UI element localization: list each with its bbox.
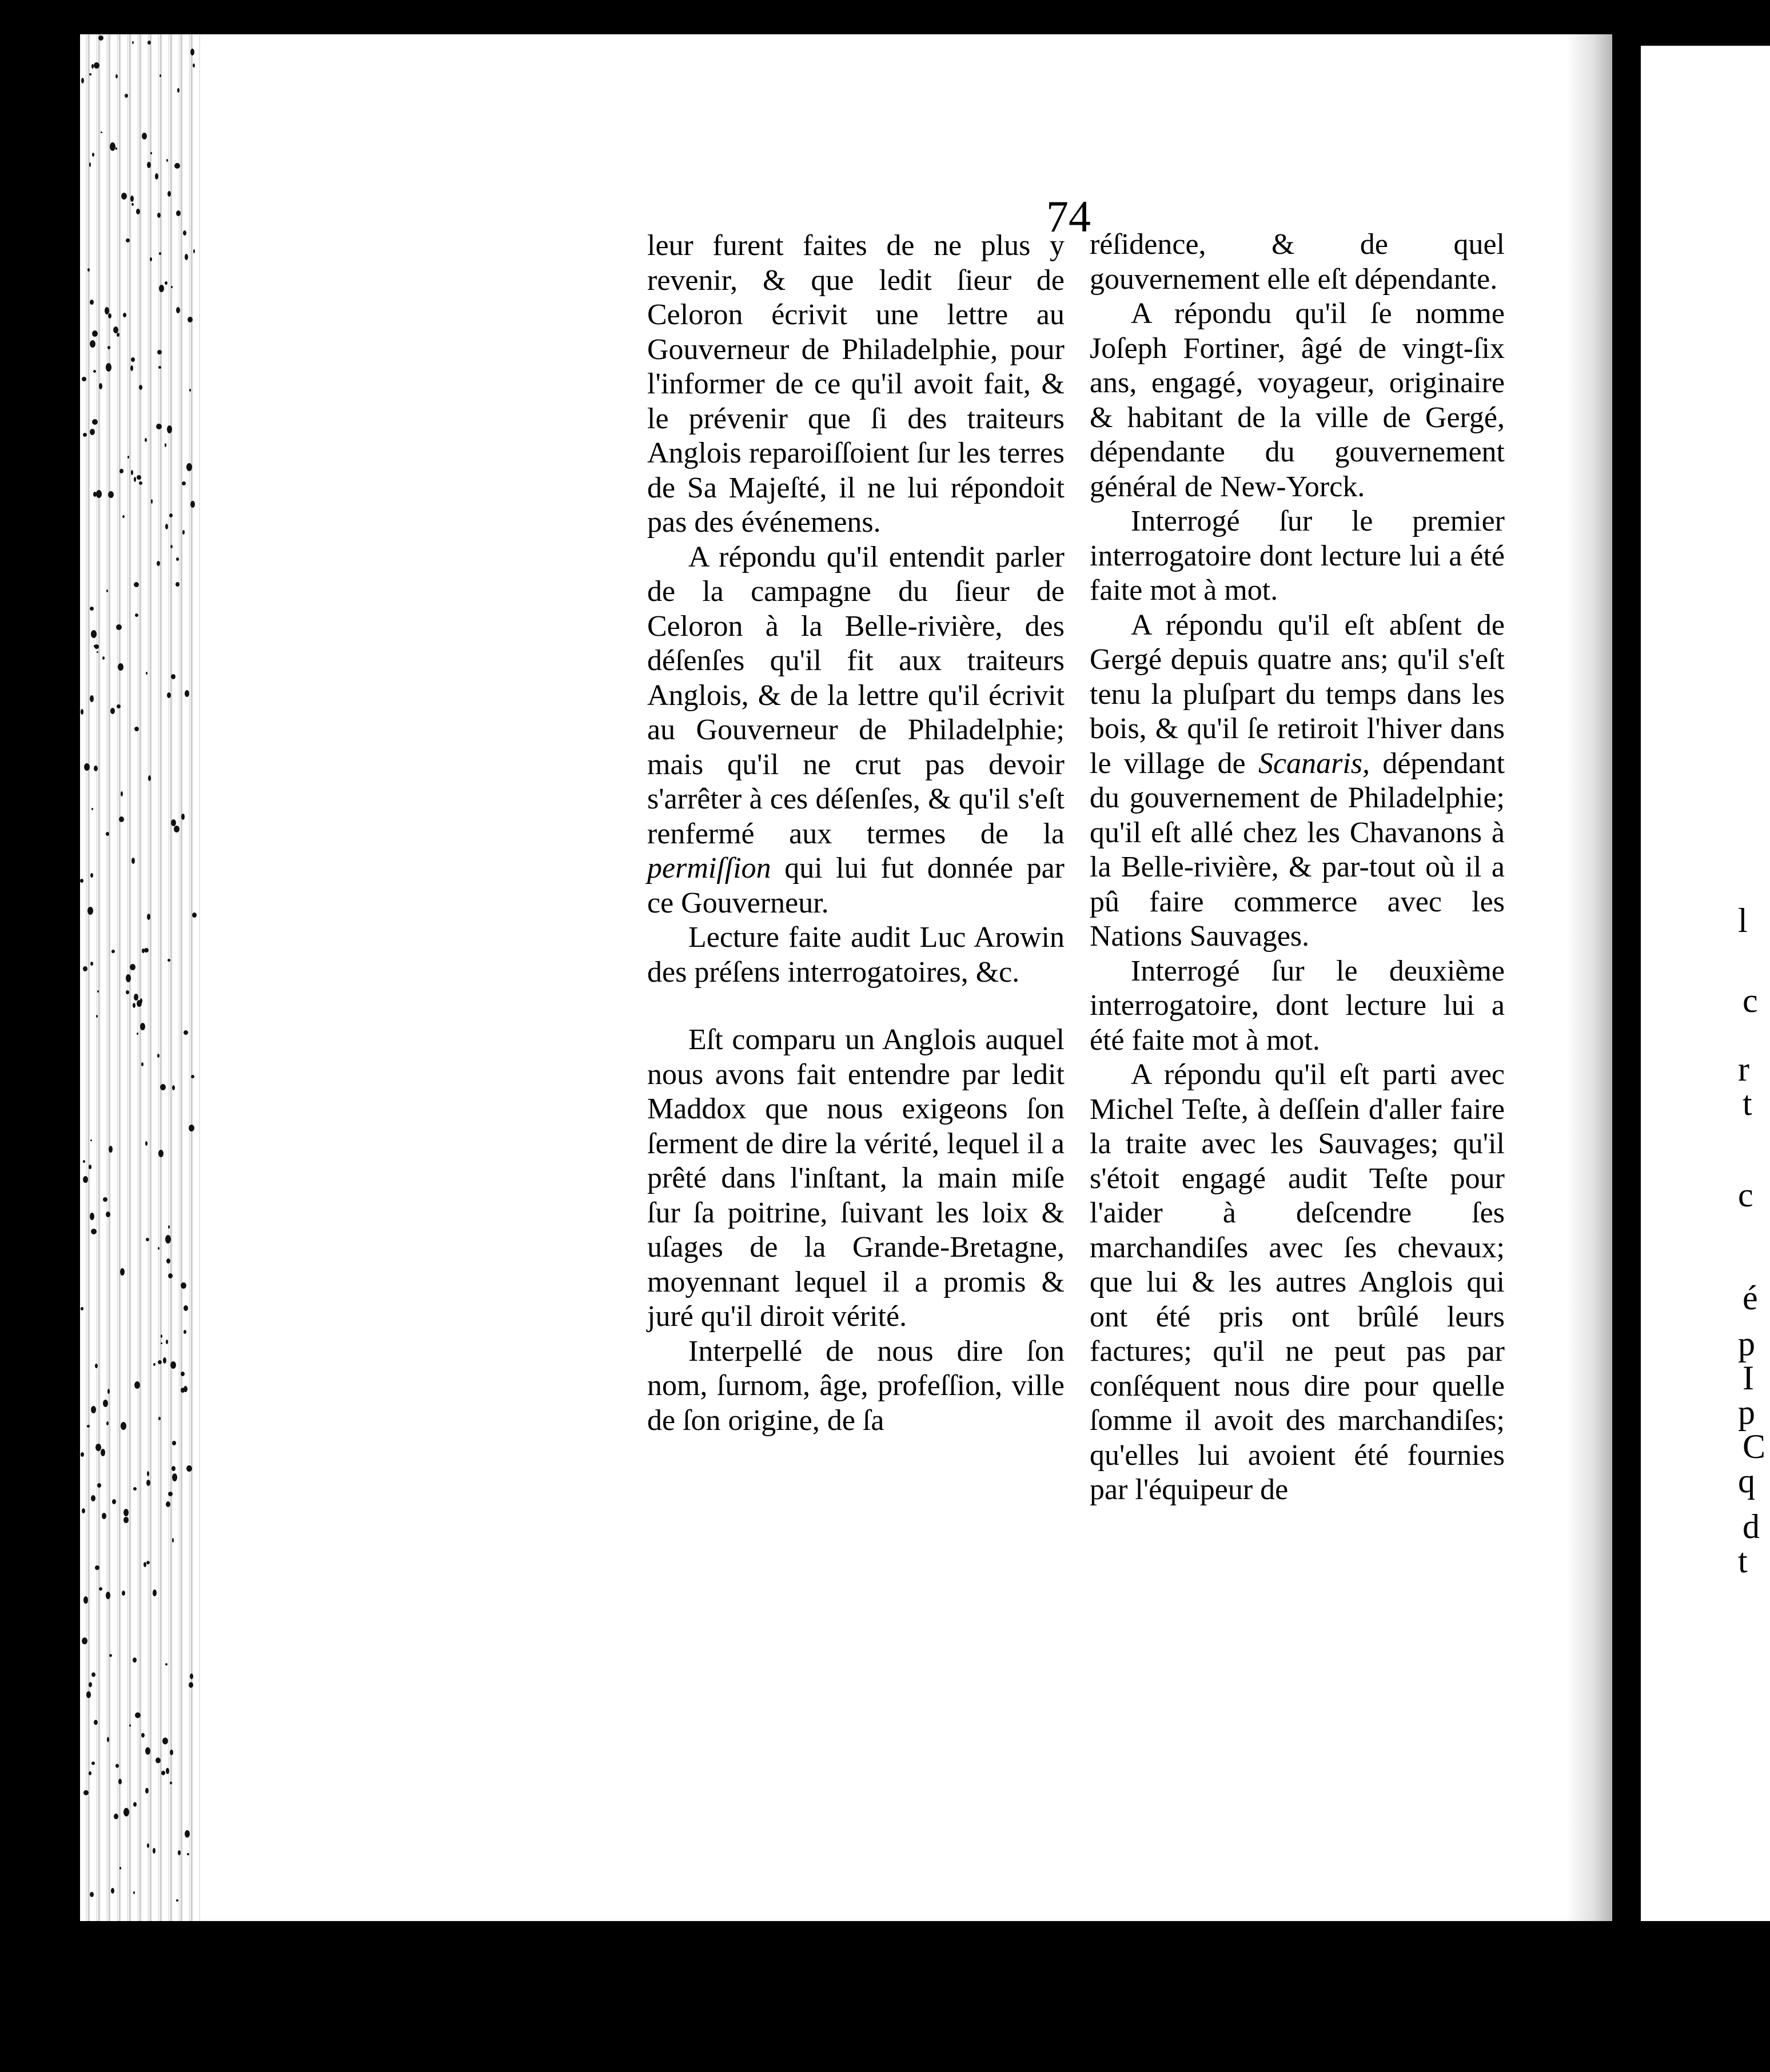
edge-speck — [92, 419, 98, 425]
edge-speck — [83, 966, 87, 971]
edge-speck — [92, 330, 98, 337]
edge-speck — [153, 1848, 156, 1854]
edge-speck — [106, 363, 111, 372]
edge-speck — [190, 49, 194, 55]
edge-speck — [91, 808, 93, 810]
edge-speck — [191, 1075, 194, 1078]
edge-speck — [125, 94, 128, 98]
edge-speck — [170, 1782, 172, 1784]
edge-speck — [91, 1762, 95, 1765]
edge-speck — [156, 424, 162, 429]
edge-speck — [189, 1125, 194, 1131]
edge-speck — [121, 1422, 126, 1430]
edge-speck — [183, 230, 186, 236]
edge-speck — [90, 695, 94, 702]
edge-speck — [83, 1160, 85, 1163]
edge-speck — [133, 1802, 137, 1807]
edge-speck — [133, 1657, 137, 1663]
left-paragraph-1: leur furent faites de ne plus y revenir, & que ledit ſieur de Celoron écrivit une lettre au Gouverneur de Philadelphie, pour l'informer de ce qu'il avoit fait, & le prévenir que ſi des traiteurs Anglois reparoiſſoient ſur les terres de Sa Majeſté, il ne lui répondoit pas des événemens. — [647, 229, 1065, 539]
edge-speck — [130, 964, 135, 970]
edge-speck — [106, 589, 108, 592]
edge-speck — [119, 1867, 121, 1870]
edge-speck — [158, 1150, 164, 1157]
edge-speck — [165, 281, 168, 285]
edge-speck — [165, 1235, 171, 1244]
edge-speck — [107, 346, 110, 349]
edge-speck — [182, 530, 185, 535]
edge-speck — [148, 41, 151, 45]
edge-speck — [172, 1466, 176, 1471]
edge-speck — [158, 366, 161, 369]
facing-page-letter: I — [1743, 1359, 1754, 1397]
facing-page-letter: p — [1738, 1325, 1755, 1362]
edge-speck — [96, 490, 102, 498]
edge-speck — [158, 1417, 161, 1420]
facing-page-letter: C — [1743, 1428, 1766, 1465]
edge-speck — [90, 607, 94, 611]
edge-speck — [130, 365, 133, 371]
right-paragraph-4: A répondu qu'il eſt abſent de Gergé depuis quatre ans; qu'il s'eſt tenu la pluſpart du temps dans les bois, & qu'il ſe retiroit l'hiver dans le village de Scanaris, dépendant du gouvernement de Philadelphie; qu'il eſt allé chez les Chavanons à la Belle-rivière, & par-tout où il a pû faire commerce avec les Nations Sauvages. — [1090, 608, 1505, 953]
left-paragraph-5: Interpellé de nous dire ſon nom, ſurnom, âge, profeſſion, ville de ſon origine, de ſa — [647, 1334, 1065, 1437]
edge-speck — [162, 1738, 168, 1744]
edge-speck — [90, 300, 94, 305]
edge-speck — [145, 1747, 150, 1755]
edge-speck — [137, 475, 141, 480]
edge-speck — [126, 974, 131, 982]
edge-speck — [107, 1737, 109, 1742]
edge-speck — [108, 313, 111, 318]
edge-speck — [131, 470, 133, 475]
edge-speck — [146, 672, 148, 675]
edge-speck — [165, 1663, 168, 1665]
edge-speck — [82, 1637, 87, 1644]
edge-speck — [132, 41, 134, 44]
edge-speck — [82, 377, 86, 381]
facing-page-letter: c — [1743, 982, 1758, 1019]
edge-speck — [141, 1733, 145, 1738]
edge-speck — [103, 1400, 108, 1407]
edge-speck — [137, 1033, 138, 1035]
edge-speck — [84, 763, 90, 771]
facing-page-letter: l — [1738, 902, 1748, 939]
edge-speck — [87, 1425, 90, 1428]
edge-speck — [127, 456, 129, 459]
edge-speck — [116, 624, 122, 630]
edge-speck — [171, 819, 176, 826]
edge-speck — [135, 613, 138, 617]
edge-speck — [121, 193, 127, 200]
edge-speck — [142, 133, 147, 140]
edge-speck — [139, 481, 142, 485]
edge-speck — [118, 663, 123, 671]
facing-page-sliver — [1641, 46, 1770, 1921]
edge-speck — [90, 340, 95, 348]
facing-page-letter: q — [1738, 1462, 1755, 1500]
edge-speck — [99, 383, 102, 389]
edge-speck — [87, 907, 93, 915]
edge-speck — [159, 252, 161, 255]
edge-speck — [119, 469, 123, 473]
edge-speck — [83, 1790, 89, 1795]
edge-speck — [99, 1587, 102, 1591]
edge-speck — [86, 1691, 91, 1698]
edge-speck — [181, 1372, 185, 1376]
edge-speck — [90, 1213, 94, 1220]
edge-speck — [91, 1495, 95, 1501]
edge-speck — [109, 1654, 112, 1657]
edge-speck — [167, 692, 171, 698]
edge-speck — [98, 35, 103, 41]
right-paragraph-3: Interrogé ſur le premier interrogatoire dont lecture lui a été faite mot à mot. — [1090, 505, 1505, 607]
edge-speck — [87, 268, 90, 272]
edge-speck — [190, 1673, 193, 1679]
edge-speck — [145, 438, 147, 442]
edge-speck — [176, 1899, 178, 1902]
edge-speck — [142, 949, 145, 953]
edge-speck — [91, 64, 94, 69]
edge-speck — [114, 1814, 118, 1819]
edge-speck — [131, 858, 135, 864]
edge-speck — [186, 1465, 192, 1472]
edge-speck — [160, 1084, 166, 1090]
edge-speck — [176, 307, 180, 313]
edge-speck — [187, 1853, 189, 1855]
edge-speck — [117, 333, 119, 337]
edge-speck — [168, 1492, 173, 1496]
edge-speck — [172, 1085, 175, 1090]
facing-page-letter: é — [1743, 1279, 1758, 1317]
edge-speck — [91, 1229, 97, 1234]
edge-speck — [80, 879, 83, 883]
edge-speck — [109, 1146, 113, 1153]
edge-speck — [119, 816, 124, 822]
page-edge-stack — [80, 34, 200, 1921]
edge-speck — [134, 477, 136, 482]
edge-speck — [158, 1360, 162, 1364]
edge-speck — [95, 1444, 101, 1451]
edge-speck — [185, 690, 189, 697]
edge-speck — [93, 370, 96, 373]
edge-speck — [168, 1273, 173, 1278]
edge-speck — [126, 238, 130, 242]
edge-speck — [146, 1561, 150, 1564]
edge-speck — [123, 1517, 129, 1523]
edge-speck — [140, 1023, 145, 1030]
edge-speck — [92, 153, 94, 157]
edge-speck — [120, 1268, 125, 1276]
edge-speck — [83, 433, 87, 437]
edge-speck — [157, 350, 162, 354]
edge-speck — [117, 704, 121, 708]
edge-speck — [192, 913, 197, 918]
right-paragraph-5: Interrogé ſur le deuxième interrogatoire, dont lecture lui a été faite mot à mot. — [1090, 954, 1505, 1057]
edge-speck — [166, 1258, 170, 1264]
edge-speck — [110, 142, 115, 151]
edge-speck — [150, 257, 152, 261]
edge-speck — [160, 74, 161, 77]
edge-speck — [103, 1197, 107, 1202]
page-number: 74 — [1046, 192, 1091, 241]
edge-speck — [91, 1406, 96, 1413]
edge-speck — [170, 1750, 173, 1755]
edge-speck — [82, 1508, 85, 1513]
edge-speck — [150, 152, 152, 154]
edge-speck — [95, 1565, 99, 1570]
left-paragraph-2: A répondu qu'il entendit parler de la campagne du ſieur de Celoron à la Belle-rivière, des déſenſes qu'il fit aux traiteurs Anglois, & de la lettre qu'il écrivit au Gouverneur de Philadelphie; mais qu'il ne crut pas devoir s'arrêter à ces déſenſes, & qu'il s'eſt renfermé aux termes de la permiſſion qui lui fut donnée par ce Gouverneur. — [647, 540, 1065, 919]
facing-page-letter: d — [1743, 1508, 1760, 1545]
facing-page-letter: t — [1738, 1542, 1748, 1580]
edge-speck — [90, 1139, 92, 1141]
edge-speck — [94, 62, 99, 69]
edge-speck — [107, 1389, 110, 1394]
edge-speck — [189, 1682, 193, 1688]
edge-speck — [106, 1592, 110, 1599]
edge-speck — [83, 1176, 88, 1183]
edge-speck — [89, 1771, 91, 1775]
edge-speck — [186, 463, 192, 471]
edge-speck — [112, 1499, 116, 1504]
edge-speck — [106, 1421, 109, 1425]
edge-speck — [155, 173, 158, 180]
edge-speck — [137, 1000, 142, 1007]
edge-speck — [168, 959, 170, 962]
edge-speck — [171, 286, 173, 288]
edge-speck — [123, 1808, 129, 1816]
edge-speck — [129, 1724, 131, 1727]
edge-speck — [163, 1357, 166, 1364]
edge-speck — [90, 873, 93, 878]
edge-speck — [115, 74, 118, 78]
edge-speck — [95, 1364, 98, 1368]
edge-speck — [158, 1247, 160, 1250]
edge-speck — [121, 791, 123, 796]
edge-speck — [172, 1473, 177, 1481]
edge-speck — [108, 491, 114, 498]
edge-speck — [147, 914, 150, 920]
edge-speck — [118, 1779, 122, 1784]
edge-speck — [89, 73, 91, 75]
edge-speck — [190, 501, 195, 508]
italic-word: Scanaris, — [1258, 747, 1370, 780]
edge-speck — [102, 1513, 106, 1519]
edge-speck — [122, 1591, 125, 1596]
edge-speck — [122, 515, 125, 518]
facing-page-letter: r — [1738, 1050, 1749, 1088]
edge-speck — [181, 814, 185, 820]
edge-speck — [136, 209, 140, 214]
edge-speck — [168, 1225, 170, 1229]
edge-speck — [106, 1212, 110, 1217]
edge-speck — [184, 1330, 186, 1334]
edge-speck — [97, 990, 99, 993]
edge-speck — [189, 389, 191, 392]
edge-speck — [176, 582, 180, 587]
edge-speck — [130, 196, 134, 202]
edge-speck — [185, 1830, 190, 1838]
edge-speck — [90, 962, 93, 966]
edge-speck — [134, 1381, 140, 1389]
edge-speck — [165, 524, 168, 529]
edge-speck — [111, 950, 114, 953]
left-text-column — [647, 229, 1065, 1438]
edge-speck — [172, 1538, 174, 1543]
edge-speck — [91, 630, 97, 638]
edge-speck — [131, 203, 134, 206]
edge-speck — [94, 1720, 98, 1725]
edge-speck — [184, 1030, 188, 1035]
edge-speck — [101, 1449, 105, 1456]
edge-speck — [148, 775, 151, 781]
edge-speck — [123, 1509, 129, 1516]
edge-speck — [111, 1888, 114, 1894]
italic-word: permiſſion — [647, 852, 771, 884]
edge-speck — [134, 994, 138, 1001]
edge-speck — [81, 78, 84, 83]
edge-speck — [177, 88, 180, 93]
edge-speck — [81, 1307, 83, 1310]
edge-speck — [94, 644, 99, 649]
edge-speck — [113, 326, 118, 333]
gutter-shadow — [1566, 34, 1612, 1921]
edge-speck — [123, 313, 126, 317]
edge-speck — [144, 948, 149, 953]
edge-speck — [96, 1015, 98, 1018]
edge-speck — [166, 1340, 168, 1344]
edge-speck — [161, 1334, 162, 1338]
edge-speck — [184, 1305, 188, 1311]
left-paragraph-4: Eſt comparu un Anglois auquel nous avons fait entendre par ledit Maddox que nous exigeons ſon ſerment de dire la vérité, lequel il a prêté dans l'inſtant, la main miſe ſur ſa poitrine, ſuivant les loix & uſages de la Grande-Bretagne, moyennant lequel il a promis & juré qu'il diroit vérité. — [647, 1023, 1065, 1333]
edge-speck — [135, 1712, 141, 1718]
edge-speck — [81, 709, 83, 715]
edge-speck — [83, 1596, 88, 1604]
edge-speck — [106, 832, 109, 836]
edge-speck — [89, 1682, 92, 1687]
edge-speck — [141, 1062, 143, 1066]
edge-speck — [174, 826, 180, 832]
edge-speck — [90, 429, 95, 435]
edge-speck — [89, 162, 91, 167]
edge-speck — [171, 674, 176, 679]
edge-speck — [94, 766, 98, 771]
edge-speck — [126, 990, 129, 994]
facing-page-letter: p — [1738, 1393, 1755, 1431]
edge-speck — [153, 1363, 156, 1366]
edge-speck — [178, 1850, 181, 1855]
edge-speck — [145, 1141, 148, 1146]
edge-speck — [146, 1238, 149, 1241]
edge-speck — [139, 385, 142, 390]
edge-speck — [133, 1487, 137, 1491]
edge-speck — [165, 443, 166, 447]
edge-speck — [157, 561, 160, 566]
edge-speck — [97, 651, 98, 653]
edge-speck — [188, 317, 193, 322]
edge-speck — [97, 1483, 101, 1488]
edge-speck — [102, 656, 105, 660]
edge-speck — [170, 545, 173, 548]
edge-speck — [182, 481, 186, 485]
edge-speck — [166, 1768, 169, 1774]
edge-speck — [168, 191, 171, 197]
edge-speck — [181, 1282, 186, 1289]
edge-speck — [176, 210, 181, 216]
edge-speck — [184, 1386, 188, 1392]
facing-page-letter: t — [1743, 1085, 1752, 1122]
edge-speck — [131, 357, 135, 362]
edge-speck — [185, 254, 188, 260]
edge-speck — [134, 727, 139, 731]
edge-speck — [169, 513, 173, 517]
edge-speck — [89, 1165, 91, 1169]
edge-speck — [159, 285, 164, 292]
edge-speck — [115, 148, 117, 150]
edge-speck — [101, 132, 102, 133]
edge-speck — [170, 1361, 176, 1369]
edge-speck — [161, 1342, 162, 1344]
edge-speck — [193, 63, 195, 67]
edge-speck — [176, 557, 179, 561]
edge-speck — [193, 249, 195, 253]
edge-speck — [151, 499, 153, 504]
edge-speck — [147, 1843, 149, 1848]
edge-speck — [147, 162, 151, 168]
right-text-column — [1090, 228, 1505, 1508]
edge-speck — [115, 1764, 119, 1768]
facing-page-letter: c — [1738, 1176, 1753, 1214]
edge-speck — [134, 582, 139, 587]
edge-speck — [147, 1471, 149, 1476]
edge-speck — [90, 1892, 94, 1897]
right-paragraph-2: A répondu qu'il ſe nomme Joſeph Fortiner, âgé de vingt-ſix ans, engagé, voyageur, originaire & habitant de la ville de Gergé, dépendante du gouvernement général de New-Yorck. — [1090, 297, 1505, 503]
edge-speck — [146, 1480, 150, 1486]
edge-speck — [166, 159, 168, 162]
edge-speck — [156, 1758, 161, 1763]
edge-speck — [174, 163, 180, 169]
left-paragraph-3: Lecture faite audit Luc Arowin des préſens interrogatoires, &c. — [647, 921, 1065, 989]
edge-speck — [153, 1589, 157, 1596]
edge-speck — [133, 1891, 135, 1894]
edge-speck — [133, 1003, 135, 1008]
edge-speck — [110, 708, 115, 714]
edge-speck — [91, 1672, 95, 1677]
right-paragraph-1: réſidence, & de quel gouvernement elle eſt dépendante. — [1090, 228, 1505, 296]
edge-speck — [145, 1788, 149, 1794]
edge-speck — [161, 1771, 165, 1775]
edge-speck — [157, 1054, 160, 1058]
edge-speck — [172, 1441, 176, 1445]
edge-speck — [166, 1501, 170, 1507]
edge-speck — [167, 425, 172, 433]
edge-speck — [81, 1452, 84, 1457]
edge-speck — [157, 213, 161, 218]
right-paragraph-6: A répondu qu'il eſt parti avec Michel Teſte, à deſſein d'aller faire la traite avec les Sauvages; qu'il s'étoit engagé audit Teſte pour l'aider à deſcendre ſes marchandiſes avec ſes chevaux; que lui & les autres Anglois qui ont été pris ont brûlé leurs factures; qu'il ne peut pas par conſéquent nous dire pour quelle ſomme il avoit des marchandiſes; qu'elles lui avoient été fournies par l'équipeur de — [1090, 1058, 1505, 1506]
